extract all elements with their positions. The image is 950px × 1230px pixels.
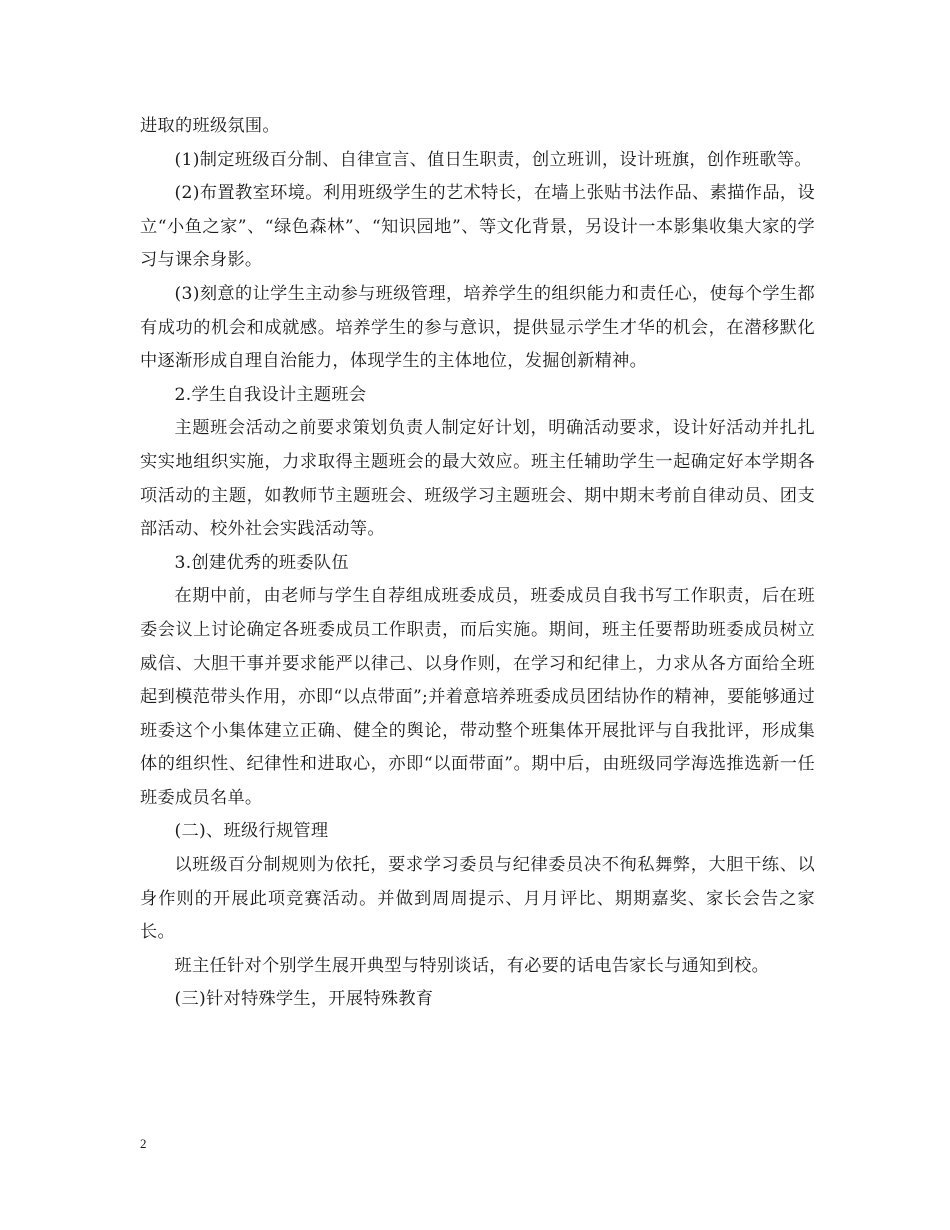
paragraph-conduct-rules: 以班级百分制规则为依托，要求学习委员与纪律委员决不徇私舞弊，大胆干练、以身作则的开展此项竞赛活动。并做到周周提示、月月评比、期期嘉奖、家长会告之家长。 xyxy=(140,855,815,943)
document-body xyxy=(140,110,815,1017)
paragraph-continuation: 进取的班级氛围。 xyxy=(140,116,280,136)
section-heading-3: 3.创建优秀的班委队伍 xyxy=(174,552,349,573)
section-heading-special-education: (三)针对特殊学生，开展特殊教育 xyxy=(174,989,434,1010)
paragraph-item-3: (3)刻意的让学生主动参与班级管理，培养学生的组织能力和责任心，使每个学生都有成功的机会和成就感。培养学生的参与意识，提供显示学生才华的机会，在潜移默化中逐渐形成自理自治能力，体现学生的主体地位，发掘创新精神。 xyxy=(140,283,815,372)
paragraph-item-2: (2)布置教室环境。利用班级学生的艺术特长，在墙上张贴书法作品、素描作品，设立“小鱼之家”、“绿色森林”、“知识园地”、等文化背景，另设计一本影集收集大家的学习与课余身影。 xyxy=(140,183,815,271)
section-heading-conduct: (二)、班级行规管理 xyxy=(174,821,329,842)
paragraph-item-1: (1)制定班级百分制、自律宣言、值日生职责，创立班训，设计班旗，创作班歌等。 xyxy=(174,149,812,170)
paragraph-individual-talks: 班主任针对个别学生展开典型与特别谈话，有必要的话电告家长与通知到校。 xyxy=(174,955,770,976)
paragraph-class-committee: 在期中前，由老师与学生自荐组成班委成员，班委成员自我书写工作职责，后在班委会议上讨论确定各班委成员工作职责，而后实施。期间，班主任要帮助班委成员树立威信、大胆干事并要求能严以律己、以身作则，在学习和纪律上，力求从各方面给全班起到模范带头作用，亦即“以点带面”;并着意培养班委成员团结协作的精神，要能够通过班委这个小集体建立正确、健全的舆论，带动整个班集体开展批评与自我批评，形成集体的组织性、纪律性和进取心，亦即“以面带面”。期中后，由班级同学海选推选新一任班委成员名单。 xyxy=(140,586,815,808)
section-heading-2: 2.学生自我设计主题班会 xyxy=(174,384,367,405)
paragraph-theme-meeting: 主题班会活动之前要求策划负责人制定好计划，明确活动要求，设计好活动并扎扎实实地组织实施，力求取得主题班会的最大效应。班主任辅助学生一起确定好本学期各项活动的主题，如教师节主题班会、班级学习主题班会、期中期末考前自律动员、团支部活动、校外社会实践活动等。 xyxy=(140,418,815,540)
page-number: 2 xyxy=(140,1136,147,1151)
